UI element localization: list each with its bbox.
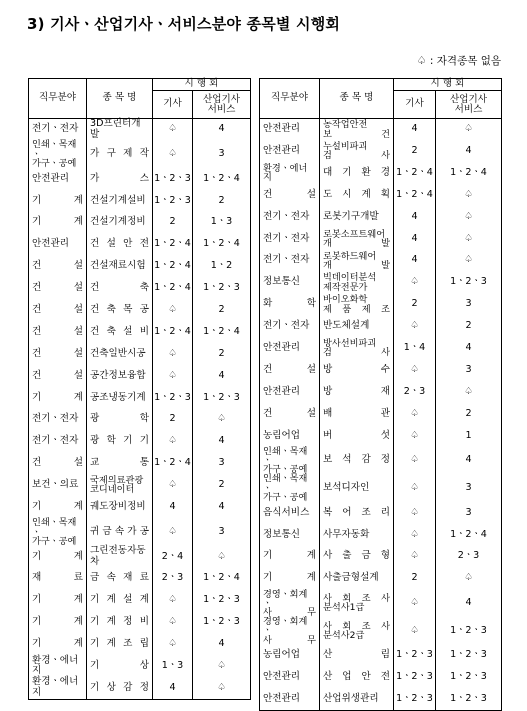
table-row <box>29 496 251 518</box>
field-cell: 인쇄ㆍ목재ㆍ 가구ㆍ공예 <box>29 518 87 546</box>
item-cell: 광 학 기 기 <box>87 431 153 453</box>
table-row <box>29 475 251 497</box>
sanup-cell: ♤ <box>436 206 502 228</box>
sanup-cell: ♤ <box>193 677 251 699</box>
gisa-cell: 1ㆍ2ㆍ4 <box>153 234 193 256</box>
item-cell: 방 수 <box>320 359 394 381</box>
gisa-cell: 1ㆍ4 <box>394 337 436 359</box>
sanup-cell: 2 <box>193 299 251 321</box>
field-cell: 기 계 <box>29 546 87 568</box>
item-cell: 방사선비파괴 검 사 <box>320 337 394 359</box>
table-row <box>29 321 251 343</box>
field-cell: 농림어업 <box>260 425 320 447</box>
sanup-cell: 4 <box>193 431 251 453</box>
field-cell: 건 설 <box>29 256 87 278</box>
item-cell: 공간정보융합 <box>87 365 153 387</box>
table-row <box>29 634 251 656</box>
field-cell: 전기ㆍ전자 <box>260 250 320 272</box>
gisa-cell: 1ㆍ3 <box>153 655 193 677</box>
table-row <box>260 316 502 338</box>
table-row <box>29 677 251 699</box>
field-cell: 건 설 <box>29 278 87 300</box>
gisa-cell: 2ㆍ3 <box>153 568 193 590</box>
field-cell: 정보통신 <box>260 272 320 294</box>
sanup-cell: ♤ <box>436 250 502 272</box>
sanup-cell: 1ㆍ2ㆍ4 <box>193 234 251 256</box>
gisa-cell: ♤ <box>394 447 436 475</box>
sanup-cell: 4 <box>193 496 251 518</box>
legend-note-text: : 자격종목 없음 <box>426 55 501 67</box>
table-row <box>29 612 251 634</box>
item-cell: 가 구 제 작 <box>87 140 153 168</box>
table-row <box>260 667 502 689</box>
field-cell: 기 계 <box>29 634 87 656</box>
sanup-cell: 4 <box>193 634 251 656</box>
field-cell: 기 계 <box>29 387 87 409</box>
header-field: 직무분야 <box>260 79 320 119</box>
sanup-cell: 1ㆍ2ㆍ3 <box>193 278 251 300</box>
gisa-cell: 2 <box>153 409 193 431</box>
sanup-cell: 3 <box>193 518 251 546</box>
item-cell: 로봇하드웨어 개 발 <box>320 250 394 272</box>
gisa-cell: ♤ <box>153 518 193 546</box>
item-cell: 건 설 안 전 <box>87 234 153 256</box>
table-row <box>260 502 502 524</box>
sanup-cell: 1ㆍ2ㆍ3 <box>436 645 502 667</box>
table-row <box>29 546 251 568</box>
sanup-cell: ♤ <box>193 546 251 568</box>
table-row <box>29 256 251 278</box>
sanup-cell: 3 <box>436 502 502 524</box>
table-row <box>260 590 502 618</box>
gisa-cell: 4 <box>394 228 436 250</box>
field-cell: 음식서비스 <box>260 502 320 524</box>
item-cell: 대 기 환 경 <box>320 162 394 184</box>
item-cell: 가 스 <box>87 168 153 190</box>
table-row <box>29 278 251 300</box>
table-row <box>29 655 251 677</box>
exam-schedule-table-left <box>28 78 251 700</box>
field-cell: 안전관리 <box>260 689 320 711</box>
item-cell: 로봇소프트웨어 개 발 <box>320 228 394 250</box>
item-cell: 사 출 금 형 <box>320 546 394 568</box>
gisa-cell: 1ㆍ2ㆍ4 <box>153 321 193 343</box>
sanup-cell: 3 <box>436 474 502 502</box>
gisa-cell: 1ㆍ2ㆍ4 <box>153 278 193 300</box>
field-cell: 기 계 <box>260 568 320 590</box>
item-cell: 기 상 <box>87 655 153 677</box>
sanup-cell: 1ㆍ3 <box>193 212 251 234</box>
item-cell: 보 석 감 정 <box>320 447 394 475</box>
table-row <box>29 387 251 409</box>
field-cell: 재 료 <box>29 568 87 590</box>
gisa-cell: 4 <box>153 496 193 518</box>
header-sanup: 산업기사 서비스 <box>193 91 251 119</box>
table-row <box>260 184 502 206</box>
item-cell: 공조냉동기계 <box>87 387 153 409</box>
sanup-cell: 4 <box>436 140 502 162</box>
gisa-cell: 1ㆍ2ㆍ3 <box>394 667 436 689</box>
gisa-cell: 1ㆍ2ㆍ3 <box>153 168 193 190</box>
table-row <box>260 474 502 502</box>
field-cell: 전기ㆍ전자 <box>29 119 87 141</box>
exam-schedule-table-right <box>259 78 502 711</box>
item-cell: 귀 금 속 가 공 <box>87 518 153 546</box>
gisa-cell: ♤ <box>153 343 193 365</box>
sanup-cell: 1ㆍ2ㆍ4 <box>436 162 502 184</box>
table-row <box>29 343 251 365</box>
sanup-cell: 1ㆍ2ㆍ3 <box>436 667 502 689</box>
table-row <box>29 190 251 212</box>
field-cell: 경영ㆍ회계ㆍ 사 무 <box>260 590 320 618</box>
field-cell: 기 계 <box>260 546 320 568</box>
item-cell: 누설비파괴 검 사 <box>320 140 394 162</box>
item-cell: 보석디자인 <box>320 474 394 502</box>
gisa-cell: ♤ <box>153 365 193 387</box>
field-cell: 건 설 <box>29 453 87 475</box>
item-cell: 건 축 설 비 <box>87 321 153 343</box>
sanup-cell: ♤ <box>436 119 502 141</box>
table-row <box>29 212 251 234</box>
field-cell: 환경ㆍ에너 지 <box>260 162 320 184</box>
gisa-cell: ♤ <box>394 272 436 294</box>
item-cell: 도 시 계 획 <box>320 184 394 206</box>
sanup-cell: 1ㆍ2ㆍ3 <box>193 612 251 634</box>
item-cell: 건 축 <box>87 278 153 300</box>
sanup-cell: 2 <box>193 190 251 212</box>
field-cell: 기 계 <box>29 190 87 212</box>
item-cell: 기 계 정 비 <box>87 612 153 634</box>
gisa-cell: ♤ <box>153 475 193 497</box>
sanup-cell: 2 <box>436 403 502 425</box>
item-cell: 그린전동자동차 <box>87 546 153 568</box>
table-row <box>260 381 502 403</box>
sanup-cell: 3 <box>193 140 251 168</box>
item-cell: 산 림 <box>320 645 394 667</box>
gisa-cell: 2 <box>394 294 436 316</box>
item-cell: 방 재 <box>320 381 394 403</box>
item-cell: 로봇기구개발 <box>320 206 394 228</box>
header-item: 종 목 명 <box>87 79 153 119</box>
field-cell: 건 설 <box>29 321 87 343</box>
gisa-cell: 1ㆍ2ㆍ3 <box>394 689 436 711</box>
field-cell: 안전관리 <box>260 140 320 162</box>
table-row <box>260 359 502 381</box>
gisa-cell: ♤ <box>394 316 436 338</box>
item-cell: 기 상 감 정 <box>87 677 153 699</box>
table-row <box>29 409 251 431</box>
item-cell: 금 속 재 료 <box>87 568 153 590</box>
table-row <box>260 524 502 546</box>
sanup-cell: 1ㆍ2ㆍ4 <box>436 524 502 546</box>
gisa-cell: ♤ <box>153 590 193 612</box>
field-cell: 보건ㆍ의료 <box>29 475 87 497</box>
item-cell: 건축일반시공 <box>87 343 153 365</box>
header-sanup: 산업기사 서비스 <box>436 91 502 119</box>
sanup-cell: ♤ <box>436 228 502 250</box>
sanup-cell: 1ㆍ2ㆍ3 <box>193 590 251 612</box>
item-cell: 건설재료시험 <box>87 256 153 278</box>
item-cell: 건설기계정비 <box>87 212 153 234</box>
gisa-cell: ♤ <box>153 612 193 634</box>
table-row <box>260 206 502 228</box>
field-cell: 전기ㆍ전자 <box>29 431 87 453</box>
page-title: 3) 기사ㆍ산업기사ㆍ서비스분야 종목별 시행회 <box>27 15 341 33</box>
item-cell: 기 계 설 계 <box>87 590 153 612</box>
field-cell: 전기ㆍ전자 <box>29 409 87 431</box>
item-cell: 배 관 <box>320 403 394 425</box>
gisa-cell: ♤ <box>153 634 193 656</box>
item-cell: 반도체설계 <box>320 316 394 338</box>
sanup-cell: 2 <box>436 316 502 338</box>
table-row <box>29 431 251 453</box>
gisa-cell: 1ㆍ2ㆍ4 <box>153 256 193 278</box>
item-cell: 사 회 조 사 분석사1급 <box>320 590 394 618</box>
field-cell: 인쇄ㆍ목재ㆍ 가구ㆍ공예 <box>29 140 87 168</box>
field-cell: 건 설 <box>29 299 87 321</box>
gisa-cell: 1ㆍ2ㆍ4 <box>394 184 436 206</box>
sanup-cell: 1ㆍ2ㆍ3 <box>436 272 502 294</box>
gisa-cell: ♤ <box>394 524 436 546</box>
table-row <box>260 294 502 316</box>
sanup-cell: 3 <box>193 453 251 475</box>
gisa-cell: 2ㆍ4 <box>153 546 193 568</box>
gisa-cell: ♤ <box>394 474 436 502</box>
gisa-cell: 1ㆍ2ㆍ3 <box>153 387 193 409</box>
item-cell: 농작업안전 보 건 <box>320 119 394 141</box>
sanup-cell: ♤ <box>193 655 251 677</box>
item-cell: 버 섯 <box>320 425 394 447</box>
header-gisa: 기사 <box>153 91 193 119</box>
field-cell: 전기ㆍ전자 <box>260 316 320 338</box>
item-cell: 건 축 목 공 <box>87 299 153 321</box>
field-cell: 농림어업 <box>260 645 320 667</box>
item-cell: 광 학 <box>87 409 153 431</box>
sanup-cell: 1 <box>436 425 502 447</box>
table-row <box>260 403 502 425</box>
gisa-cell: ♤ <box>153 431 193 453</box>
field-cell: 화 학 <box>260 294 320 316</box>
header-field: 직무분야 <box>29 79 87 119</box>
item-cell: 빅데이터분석 제작전문가 <box>320 272 394 294</box>
table-row <box>29 453 251 475</box>
table-row <box>260 162 502 184</box>
table-row <box>260 425 502 447</box>
header-group: 시 행 회 <box>153 79 251 91</box>
gisa-cell: 2 <box>394 140 436 162</box>
sanup-cell: 4 <box>436 447 502 475</box>
gisa-cell: 1ㆍ2ㆍ3 <box>394 645 436 667</box>
table-row <box>29 234 251 256</box>
gisa-cell: 4 <box>394 250 436 272</box>
sanup-cell: 1ㆍ2ㆍ3 <box>193 387 251 409</box>
field-cell: 안전관리 <box>260 381 320 403</box>
item-cell: 복 어 조 리 <box>320 502 394 524</box>
gisa-cell: 1ㆍ2ㆍ3 <box>153 190 193 212</box>
field-cell: 건 설 <box>29 365 87 387</box>
header-item: 종 목 명 <box>320 79 394 119</box>
gisa-cell: 4 <box>394 119 436 141</box>
no-item-symbol-icon: ♤ <box>416 54 427 67</box>
sanup-cell: 4 <box>436 337 502 359</box>
sanup-cell: ♤ <box>193 409 251 431</box>
field-cell: 인쇄ㆍ목재ㆍ 가구ㆍ공예 <box>260 474 320 502</box>
sanup-cell: 3 <box>436 359 502 381</box>
gisa-cell: ♤ <box>394 403 436 425</box>
table-row <box>260 689 502 711</box>
item-cell: 바이오화학 제 품 제 조 <box>320 294 394 316</box>
item-cell: 국제의료관광 코디네이터 <box>87 475 153 497</box>
field-cell: 안전관리 <box>260 667 320 689</box>
table-row <box>260 617 502 645</box>
field-cell: 기 계 <box>29 612 87 634</box>
sanup-cell: 1ㆍ2ㆍ4 <box>193 168 251 190</box>
table-row <box>260 546 502 568</box>
gisa-cell: 1ㆍ2ㆍ4 <box>394 162 436 184</box>
sanup-cell: 1ㆍ2ㆍ3 <box>436 617 502 645</box>
sanup-cell: 2ㆍ3 <box>436 546 502 568</box>
table-row <box>29 518 251 546</box>
gisa-cell: ♤ <box>394 590 436 618</box>
field-cell: 건 설 <box>29 343 87 365</box>
sanup-cell: 4 <box>193 119 251 141</box>
table-row <box>29 168 251 190</box>
table-row <box>260 228 502 250</box>
sanup-cell: ♤ <box>436 568 502 590</box>
gisa-cell: ♤ <box>394 502 436 524</box>
sanup-cell: 2 <box>193 343 251 365</box>
field-cell: 전기ㆍ전자 <box>260 206 320 228</box>
legend-note <box>417 53 501 68</box>
field-cell: 전기ㆍ전자 <box>260 228 320 250</box>
sanup-cell: 1ㆍ2ㆍ3 <box>436 689 502 711</box>
table-row <box>29 299 251 321</box>
item-cell: 기 계 조 립 <box>87 634 153 656</box>
field-cell: 건 설 <box>260 359 320 381</box>
gisa-cell: ♤ <box>394 425 436 447</box>
item-cell: 3D프린터개발 <box>87 119 153 141</box>
sanup-cell: 1ㆍ2ㆍ4 <box>193 568 251 590</box>
table-row <box>29 365 251 387</box>
field-cell: 기 계 <box>29 496 87 518</box>
item-cell: 산 업 안 전 <box>320 667 394 689</box>
table-row <box>29 568 251 590</box>
gisa-cell: ♤ <box>153 140 193 168</box>
item-cell: 사출금형설계 <box>320 568 394 590</box>
header-gisa: 기사 <box>394 91 436 119</box>
field-cell: 환경ㆍ에너지 <box>29 677 87 699</box>
gisa-cell: 2 <box>394 568 436 590</box>
gisa-cell: 1ㆍ2ㆍ4 <box>153 453 193 475</box>
field-cell: 안전관리 <box>29 234 87 256</box>
field-cell: 안전관리 <box>260 119 320 141</box>
gisa-cell: 4 <box>394 206 436 228</box>
table-row <box>260 337 502 359</box>
item-cell: 건설기계설비 <box>87 190 153 212</box>
item-cell: 교 통 <box>87 453 153 475</box>
field-cell: 경영ㆍ회계ㆍ 사 무 <box>260 617 320 645</box>
table-row <box>260 140 502 162</box>
table-row <box>260 447 502 475</box>
table-row <box>260 568 502 590</box>
field-cell: 환경ㆍ에너지 <box>29 655 87 677</box>
gisa-cell: ♤ <box>153 299 193 321</box>
sanup-cell: ♤ <box>436 184 502 206</box>
table-row <box>260 645 502 667</box>
sanup-cell: 4 <box>193 365 251 387</box>
sanup-cell: 1ㆍ2ㆍ4 <box>193 321 251 343</box>
sanup-cell: 3 <box>436 294 502 316</box>
sanup-cell: 2 <box>193 475 251 497</box>
table-row <box>260 250 502 272</box>
gisa-cell: ♤ <box>153 119 193 141</box>
gisa-cell: 4 <box>153 677 193 699</box>
field-cell: 건 설 <box>260 403 320 425</box>
item-cell: 산업위생관리 <box>320 689 394 711</box>
table-row <box>260 272 502 294</box>
field-cell: 건 설 <box>260 184 320 206</box>
sanup-cell: 1ㆍ2 <box>193 256 251 278</box>
field-cell: 안전관리 <box>260 337 320 359</box>
field-cell: 기 계 <box>29 212 87 234</box>
table-row <box>260 119 502 141</box>
field-cell: 인쇄ㆍ목재ㆍ 가구ㆍ공예 <box>260 447 320 475</box>
field-cell: 기 계 <box>29 590 87 612</box>
gisa-cell: ♤ <box>394 359 436 381</box>
table-row <box>29 590 251 612</box>
sanup-cell: 4 <box>436 590 502 618</box>
field-cell: 정보통신 <box>260 524 320 546</box>
table-row <box>29 140 251 168</box>
item-cell: 궤도장비정비 <box>87 496 153 518</box>
sanup-cell: ♤ <box>436 381 502 403</box>
item-cell: 사 회 조 사 분석사2급 <box>320 617 394 645</box>
field-cell: 안전관리 <box>29 168 87 190</box>
gisa-cell: 2 <box>153 212 193 234</box>
header-group: 시 행 회 <box>394 79 502 91</box>
item-cell: 사무자동화 <box>320 524 394 546</box>
gisa-cell: ♤ <box>394 546 436 568</box>
gisa-cell: 2ㆍ3 <box>394 381 436 403</box>
gisa-cell: ♤ <box>394 617 436 645</box>
table-row <box>29 119 251 141</box>
